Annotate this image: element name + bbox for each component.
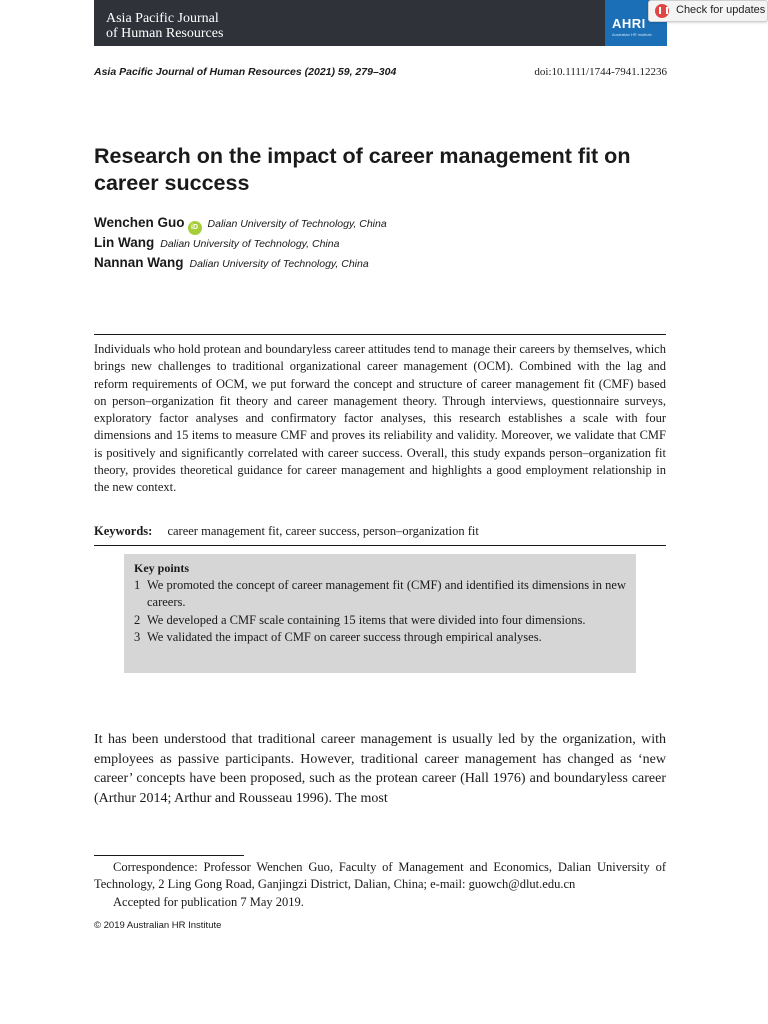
key-point-item (134, 612, 626, 629)
key-points-title: Key points (134, 561, 190, 575)
key-point-text: We validated the impact of CMF on career success through empirical analyses. (147, 629, 542, 644)
keywords-text: career management fit, career success, person–organization fit (167, 524, 479, 538)
update-bookmark-icon (655, 4, 669, 18)
author-list (94, 215, 674, 275)
correspondence-note: Correspondence: Professor Wenchen Guo, Faculty of Management and Economics, Dalian University of Technology, 2 Ling Gong Road, Ganjingzi District, Dalian, China; e-mail: guowch@dlut.edu.cn (94, 860, 666, 892)
key-point-number: 2 (134, 612, 141, 627)
author-item (94, 255, 674, 275)
citation: Asia Pacific Journal of Human Resources (2021) 59, 279–304 (94, 66, 397, 78)
footnote (94, 859, 666, 911)
author-affiliation: Dalian University of Technology, China (207, 218, 387, 230)
article-title: Research on the impact of career management fit on career success (94, 144, 631, 195)
keywords (94, 524, 479, 539)
abstract-divider-bottom (94, 545, 666, 546)
key-point-number: 1 (134, 578, 141, 592)
key-points-box (124, 554, 636, 673)
check-for-updates-label: Check for updates (676, 4, 766, 16)
key-point-text: We promoted the concept of career management fit (CMF) and identified its dimensions in new careers. (147, 578, 626, 610)
author-affiliation: Dalian University of Technology, China (160, 238, 340, 250)
abstract-text: Individuals who hold protean and boundaryless career attitudes tend to manage their careers by themselves, which brings new challenges to traditional organizational career management (OCM). Combined with the lag and reform requirements of OCM, we put forward the concept and structure of career management fit (CMF) based on person–organization fit theory and career management theory. Through interviews, questionnaire surveys, exploratory factor analyses and confirmatory factor analyses, this research establishes a scale with four dimensions and 15 items to measure CMF and proves its reliability and validity. Moreover, we validate that CMF is positively and significantly correlated with career success. Overall, this study expands person–organization fit theory, provides theoretical guidance for career management and highlights a good employment relationship in the new context. (94, 342, 666, 495)
ahri-logo-text: AHRI (612, 16, 646, 31)
author-item (94, 235, 674, 255)
footnote-divider (94, 855, 244, 856)
journal-header (94, 0, 667, 46)
journal-name (106, 11, 223, 41)
journal-name-line2: of Human Resources (106, 26, 224, 41)
key-point-item (134, 629, 626, 646)
author-name[interactable]: Wenchen Guo (94, 215, 185, 230)
abstract-divider-top (94, 334, 666, 335)
body-paragraph: It has been understood that traditional career management is usually led by the organization, with employees as passive participants. However, traditional career management has changed as ‘new career’ concepts have been proposed, such as the protean career (Hall 1976) and boundaryless career (Arthur 2014; Arthur and Rousseau 1996). The most (94, 732, 666, 806)
check-for-updates-button[interactable] (648, 0, 768, 22)
accepted-note: Accepted for publication 7 May 2019. (113, 894, 304, 909)
doi-link[interactable]: doi:10.1111/1744-7941.12236 (534, 66, 667, 78)
author-affiliation: Dalian University of Technology, China (189, 258, 369, 270)
key-point-number: 3 (134, 629, 141, 644)
journal-name-line1: Asia Pacific Journal (106, 11, 219, 26)
author-item (94, 215, 674, 235)
ahri-logo-subtext: Australian HR Institute (612, 32, 652, 37)
key-point-item (134, 577, 626, 612)
author-name[interactable]: Nannan Wang (94, 255, 184, 270)
orcid-icon[interactable]: iD (188, 221, 202, 235)
key-point-text: We developed a CMF scale containing 15 items that were divided into four dimensions. (147, 612, 586, 627)
author-name[interactable]: Lin Wang (94, 235, 155, 250)
copyright-notice: © 2019 Australian HR Institute (94, 920, 222, 931)
keywords-label: Keywords: (94, 524, 153, 538)
